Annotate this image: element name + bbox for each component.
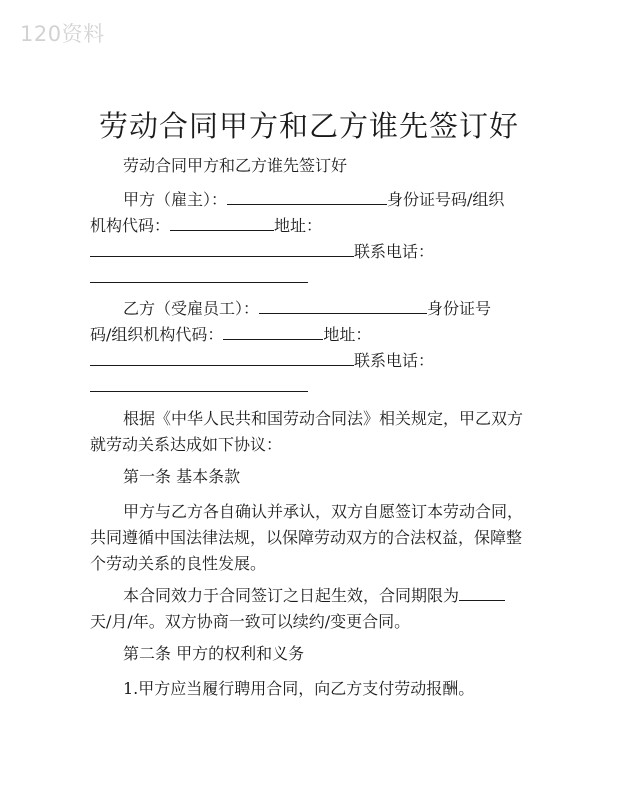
party-a-phone-blank: [90, 266, 308, 283]
party-b-id-blank: [223, 323, 323, 340]
party-a-line-2: [90, 213, 530, 239]
party-b-address-label: 地址：: [323, 325, 372, 344]
party-b-label: 乙方（受雇员工）：: [123, 299, 260, 318]
document-subtitle: 劳动合同甲方和乙方谁先签订好: [123, 156, 348, 175]
party-a-id-label-cont: 机构代码：: [90, 216, 171, 235]
party-a-line-1: [123, 187, 563, 213]
article-2-heading: 第二条 甲方的权利和义务: [123, 644, 305, 663]
party-b-name-blank: [259, 297, 427, 314]
party-b-id-label-cont: 码/组织机构代码：: [90, 325, 224, 344]
party-b-id-label: 身份证号: [427, 299, 492, 318]
party-b-address-blank: [90, 349, 354, 366]
party-a-address-blank: [90, 240, 354, 257]
party-b-line-3: [90, 348, 530, 374]
party-a-address-label: 地址：: [274, 216, 323, 235]
contract-term-blank: [459, 584, 505, 601]
party-a-line-3: [90, 239, 530, 265]
party-a-line-4: [90, 265, 530, 291]
party-a-id-label: 身份证号码/组织: [387, 190, 505, 209]
party-a-label: 甲方（雇主）：: [123, 190, 228, 209]
contract-term-text: 本合同效力于合同签订之日起生效，合同期限为: [123, 586, 460, 605]
watermark: 120资料: [20, 22, 105, 46]
article-1-heading: 第一条 基本条款: [123, 467, 241, 486]
article-1-p2-line-2: 天/月/年。双方协商一致可以续约/变更合同。: [90, 612, 411, 631]
article-1-p2-line-1: [123, 583, 563, 609]
party-a-id-blank: [170, 214, 274, 231]
party-b-line-1: [123, 296, 563, 322]
party-b-phone-label: 联系电话：: [354, 351, 435, 370]
intro-line-1: 根据《中华人民共和国劳动合同法》相关规定，甲乙双方: [123, 409, 524, 428]
party-b-phone-blank: [90, 375, 308, 392]
document-title: 劳动合同甲方和乙方谁先签订好: [98, 109, 519, 143]
article-2-item-1: 1.甲方应当履行聘用合同，向乙方支付劳动报酬。: [123, 679, 475, 698]
article-1-p1-line-1: 甲方与乙方各自确认并承认，双方自愿签订本劳动合同，: [123, 502, 524, 521]
party-a-phone-label: 联系电话：: [354, 242, 435, 261]
party-b-line-4: [90, 374, 530, 400]
intro-line-2: 就劳动关系达成如下协议：: [90, 435, 283, 454]
party-a-name-blank: [227, 188, 387, 205]
article-1-p1-line-2: 共同遵循中国法律法规，以保障劳动双方的合法权益，保障整: [90, 528, 523, 547]
party-b-line-2: [90, 322, 530, 348]
article-1-p1-line-3: 个劳动关系的良性发展。: [90, 554, 267, 573]
